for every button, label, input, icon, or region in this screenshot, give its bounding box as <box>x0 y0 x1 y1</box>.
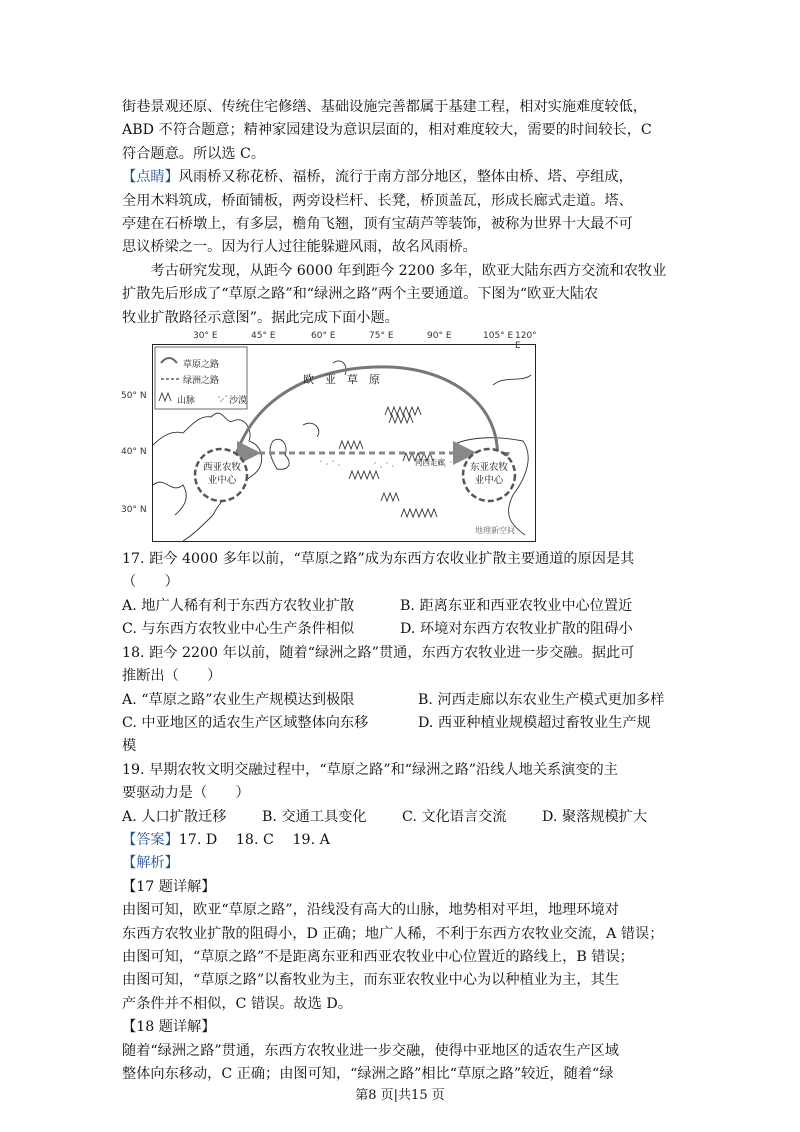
longitude-ticks <box>153 331 537 352</box>
d17-line: 由图可知，“草原之路”不是距离东亚和西亚农牧业中心位置近的路线上，B 错误； <box>122 948 634 965</box>
q19-option-a: A. 人口扩散迁移 <box>122 808 227 825</box>
legend-desert-label: 沙漠 <box>229 396 248 407</box>
answer-tag: 【答案】 <box>122 831 179 848</box>
legend-mountain-label: 山脉 <box>177 396 196 407</box>
note-line: 【点睛】风雨桥又称花桥、福桥，流行于南方部分地区，整体由桥、塔、亭组成， <box>122 169 633 186</box>
stem-line: 考古研究发现，从距今 6000 年到距今 2200 多年，欧亚大陆东西方交流和农牧业 <box>150 262 667 279</box>
q17-stem: 17. 距今 4000 多年以前，“草原之路”成为东西方农收业扩散主要通道的原因是其 <box>122 551 635 568</box>
q17-options-row <box>122 595 688 618</box>
legend-grass-label: 草原之路 <box>183 360 220 371</box>
page-footer: 第8 页|共15 页 <box>355 1088 445 1103</box>
q18-option-b: B. 河西走廊以东农业生产模式更加多样 <box>418 691 665 708</box>
stem-line: 牧业扩散路径示意图”。据此完成下面小题。 <box>122 309 399 326</box>
region-label: 欧 亚 草 原 <box>303 373 380 387</box>
q17-option-d: D. 环境对东西方农牧业扩散的阻碍小 <box>400 621 633 638</box>
q17-option-c: C. 与东西方农牧业中心生产条件相似 <box>122 621 355 638</box>
answer-line <box>122 829 688 852</box>
q19-options-row <box>122 806 688 829</box>
d18-line: 随着“绿洲之路”贯通，东西方农牧业进一步交融，使得中亚地区的适农生产区域 <box>122 1042 619 1059</box>
q18-stem: 18. 距今 2200 年以前，随着“绿洲之路”贯通，东西方农牧业进一步交融。据此可 <box>122 644 635 661</box>
legend-oasis-label: 绿洲之路 <box>183 376 220 387</box>
q18-option-a: A. “草原之路”农业生产规模达到极限 <box>122 691 355 708</box>
lon-tick: 60° E <box>311 331 336 342</box>
stem-line: 扩散先后形成了“草原之路”和“绿洲之路”两个主要通道。下图为“欧亚大陆农 <box>122 286 599 303</box>
q18-stem: 推断出（ ） <box>122 668 222 685</box>
d18-line: 整体向东移动，C 正确；由图可知，“绿洲之路”相比“草原之路”较近，随着“绿 <box>122 1066 614 1082</box>
lon-tick: 45° E <box>251 331 276 342</box>
watermark: 地理新空间 <box>475 526 515 536</box>
q19-stem: 19. 早期农牧文明交融过程中，“草原之路”和“绿洲之路”沿线人地关系演变的主 <box>122 761 618 778</box>
note-line: 全用木料筑成，桥面铺板，两旁设栏杆、长凳，桥顶盖瓦，形成长廊式走道。塔、 <box>122 192 633 209</box>
lon-tick: 30° E <box>193 331 218 342</box>
answer-text: 17. D 18. C 19. A <box>178 831 330 848</box>
note-tag: 【点睛】 <box>122 169 179 186</box>
q19-option-b: B. 交通工具变化 <box>262 808 367 825</box>
q19-option-d: D. 聚落规模扩大 <box>542 808 648 825</box>
lat-tick: 40° N <box>121 447 147 458</box>
q19-stem: 要驱动力是（ ） <box>122 785 250 802</box>
intro-line: 符合题意。所以选 C。 <box>122 145 266 162</box>
intro-line: ABD 不符合题意；精神家园建设为意识层面的，相对难度较大，需要的时间较长，C <box>122 122 652 139</box>
note-line: 亭建在石桥墩上，有多层，檐角飞翘，顶有宝葫芦等装饰，被称为世界十大最不可 <box>122 216 633 233</box>
analysis-tag: 【解析】 <box>122 855 179 872</box>
d17-tag: 【17 题详解】 <box>122 878 216 895</box>
q17-option-b: B. 距离东亚和西亚农牧业中心位置近 <box>400 597 633 614</box>
lon-tick: 120° E <box>515 331 537 352</box>
q18-option-c: C. 中亚地区的适农生产区域整体向东移 <box>122 714 369 731</box>
d18-tag: 【18 题详解】 <box>122 1019 216 1036</box>
q18-options-row <box>122 689 688 712</box>
intro-line: 街巷景观还原、传统住宅修缮、基础设施完善都属于基建工程，相对实施难度较低， <box>122 99 647 115</box>
d17-line: 由图可知，欧亚“草原之路”，沿线没有高大的山脉，地势相对平坦，地理环境对 <box>122 902 619 919</box>
west-center-label: 西亚农牧 业中心 <box>202 462 241 487</box>
q19-option-c: C. 文化语言交流 <box>402 808 507 825</box>
hexi-corridor-label: 河西走廊 <box>415 458 445 468</box>
q17-options-row <box>122 618 688 641</box>
note-line: 思议桥梁之一。因为行人过往能躲避风雨，故名风雨桥。 <box>122 239 477 256</box>
map-figure <box>121 331 537 542</box>
q18-options-row <box>122 712 688 735</box>
q17-option-a: A. 地广人稀有利于东西方农牧业扩散 <box>122 597 355 614</box>
d17-line: 东西方农牧业扩散的阻碍小，D 正确；地广人稀，不利于东西方农牧业交流，A 错误； <box>122 925 664 942</box>
d17-line: 由图可知，“草原之路”以畜牧业为主，而东亚农牧业中心为以种植业为主，其生 <box>122 972 619 989</box>
east-center-label: 东亚农牧 业中心 <box>469 462 508 487</box>
lat-tick: 30° N <box>121 505 147 516</box>
lon-tick: 75° E <box>369 331 394 342</box>
lon-tick: 90° E <box>427 331 452 342</box>
q18-option-d: D. 西亚种植业规模超过畜牧业生产规 <box>418 714 651 731</box>
page-content <box>122 96 688 1086</box>
q17-stem: （ ） <box>122 574 179 591</box>
lon-tick: 105° E <box>483 331 514 342</box>
q18-option-d-wrap: 模 <box>122 738 137 755</box>
lat-tick: 50° N <box>121 391 147 402</box>
d17-line: 产条件并不相似，C 错误。故选 D。 <box>122 995 352 1012</box>
